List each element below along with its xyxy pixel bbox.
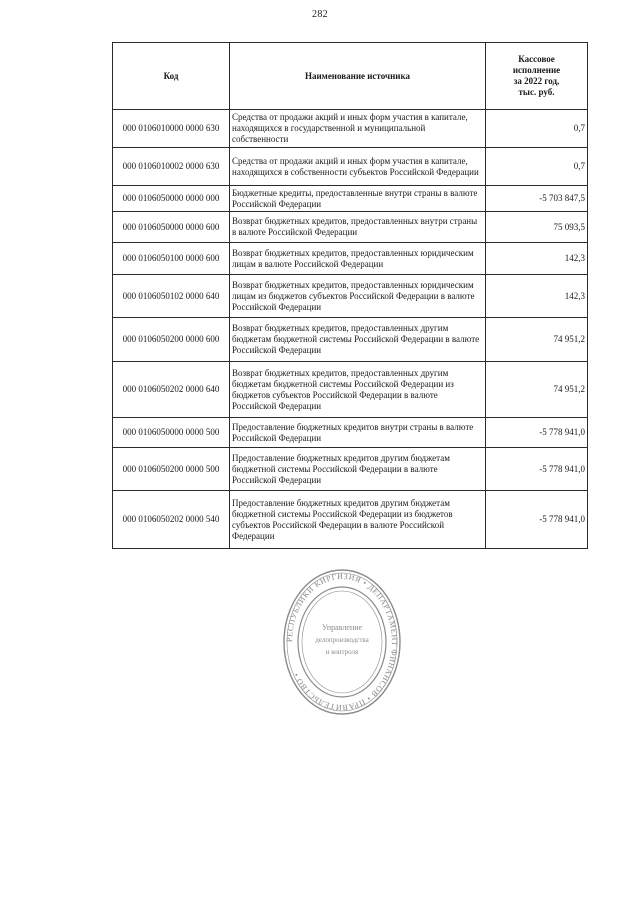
row-code: 000 0106050200 0000 600 [113, 318, 230, 362]
table-header-row [113, 43, 588, 110]
table-row [113, 212, 588, 243]
row-source-name: Средства от продажи акций и иных форм участия в капитале, находящихся в собственности субъектов Российской Федерации [230, 148, 486, 186]
stamp-center-line: Управление [321, 623, 363, 632]
row-amount: 142,3 [486, 243, 588, 275]
header-amount [486, 43, 588, 110]
row-amount: -5 778 941,0 [486, 418, 588, 448]
row-code: 000 0106050202 0000 540 [113, 491, 230, 549]
row-source-name: Бюджетные кредиты, предоставленные внутри страны в валюте Российской Федерации [230, 186, 486, 212]
table-row [113, 243, 588, 275]
header-amount-line: Кассовое [518, 54, 555, 64]
header-amount-line: за 2022 год, [513, 76, 560, 86]
row-code: 000 0106050000 0000 500 [113, 418, 230, 448]
row-amount: 74 951,2 [486, 362, 588, 418]
row-code: 000 0106010000 0000 630 [113, 110, 230, 148]
row-source-name: Возврат бюджетных кредитов, предоставленных внутри страны в валюте Российской Федерации [230, 212, 486, 243]
stamp-ring-text: РЕСПУБЛИКИ КИРГИЗИЯ • ДЕПАРТАМЕНТ ФИНАНСОВ • ПРАВИТЕЛЬСТВО • [284, 571, 400, 713]
row-source-name: Возврат бюджетных кредитов, предоставленных юридическим лицам в валюте Российской Федерации [230, 243, 486, 275]
row-source-name: Возврат бюджетных кредитов, предоставленных юридическим лицам из бюджетов субъектов Российской Федерации в валюте Российской Федерации [230, 275, 486, 318]
row-source-name: Предоставление бюджетных кредитов другим бюджетам бюджетной системы Российской Федерации из бюджетов субъектов Российской Федерации в валюте Российской Федерации [230, 491, 486, 549]
row-amount: 0,7 [486, 148, 588, 186]
header-amount-line: тыс. руб. [518, 87, 555, 97]
page-number: 282 [312, 9, 328, 20]
table-row [113, 186, 588, 212]
row-code: 000 0106010002 0000 630 [113, 148, 230, 186]
row-code: 000 0106050000 0000 000 [113, 186, 230, 212]
table-row [113, 362, 588, 418]
table-row [113, 275, 588, 318]
budget-sources-table [112, 42, 588, 549]
stamp-center-line: и контроля [325, 648, 359, 656]
row-amount: -5 703 847,5 [486, 186, 588, 212]
header-code: Код [113, 43, 230, 110]
row-code: 000 0106050200 0000 500 [113, 448, 230, 491]
stamp-seal-icon [282, 567, 402, 717]
row-amount: 0,7 [486, 110, 588, 148]
row-code: 000 0106050102 0000 640 [113, 275, 230, 318]
table-row [113, 491, 588, 549]
table-row [113, 448, 588, 491]
row-code: 000 0106050100 0000 600 [113, 243, 230, 275]
row-code: 000 0106050202 0000 640 [113, 362, 230, 418]
header-source-name: Наименование источника [230, 43, 486, 110]
row-amount: 75 093,5 [486, 212, 588, 243]
table-row [113, 418, 588, 448]
row-source-name: Средства от продажи акций и иных форм участия в капитале, находящихся в государственной и муниципальной собственности [230, 110, 486, 148]
row-amount: -5 778 941,0 [486, 491, 588, 549]
official-stamp [282, 567, 402, 717]
stamp-center-line: делопроизводства [315, 636, 369, 644]
row-amount: -5 778 941,0 [486, 448, 588, 491]
table-row [113, 110, 588, 148]
table-row [113, 318, 588, 362]
header-amount-line: исполнение [512, 65, 561, 75]
row-source-name: Возврат бюджетных кредитов, предоставленных другим бюджетам бюджетной системы Российской Федерации в валюте Российской Федерации [230, 318, 486, 362]
row-amount: 74 951,2 [486, 318, 588, 362]
table-row [113, 148, 588, 186]
row-amount: 142,3 [486, 275, 588, 318]
row-source-name: Предоставление бюджетных кредитов внутри страны в валюте Российской Федерации [230, 418, 486, 448]
row-code: 000 0106050000 0000 600 [113, 212, 230, 243]
row-source-name: Предоставление бюджетных кредитов другим бюджетам бюджетной системы Российской Федерации в валюте Российской Федерации [230, 448, 486, 491]
row-source-name: Возврат бюджетных кредитов, предоставленных другим бюджетам бюджетной системы Российской Федерации из бюджетов субъектов Российской Федерации в валюте Российской Федерации [230, 362, 486, 418]
